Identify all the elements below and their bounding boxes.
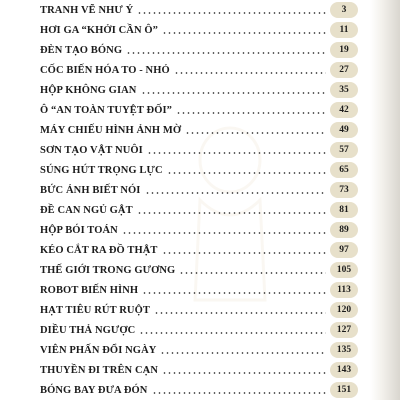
toc-entry-title: SÚNG HÚT TRỌNG LỰC [40, 164, 163, 176]
page-number-badge: 97 [330, 242, 358, 258]
toc-entry-title: CỐC BIẾN HÓA TO - NHỎ [40, 64, 170, 76]
toc-entry[interactable] [40, 142, 358, 158]
toc-entry[interactable] [40, 242, 358, 258]
page-spine-shadow [370, 0, 400, 400]
toc-entry[interactable] [40, 342, 358, 358]
toc-entry[interactable] [40, 262, 358, 278]
toc-entry[interactable] [40, 182, 358, 198]
page-number-badge: 135 [330, 342, 358, 358]
toc-entry-title: HẠT TIÊU RÚT RUỘT [40, 304, 150, 316]
toc-entry[interactable] [40, 122, 358, 138]
dot-leader [142, 292, 326, 294]
toc-entry-title: HỘP BÓI TOÁN [40, 224, 118, 236]
page-number-badge: 57 [330, 142, 358, 158]
toc-entry-title: ĐÈN TẠO BÓNG [40, 44, 123, 56]
toc-entry-title: DIỀU THẢ NGƯỢC [40, 324, 136, 336]
dot-leader [162, 252, 326, 254]
toc-entry[interactable] [40, 302, 358, 318]
page-number-badge: 35 [330, 82, 358, 98]
page-number-badge: 3 [330, 2, 358, 18]
dot-leader [154, 312, 326, 314]
dot-leader [174, 72, 326, 74]
dot-leader [162, 32, 326, 34]
page-number-badge: 89 [330, 222, 358, 238]
dot-leader [137, 212, 326, 214]
page-number-badge: 105 [330, 262, 358, 278]
toc-entry-title: BÓNG BAY ĐƯA ĐÓN [40, 384, 148, 396]
page-number-badge: 19 [330, 42, 358, 58]
page-number-badge: 151 [330, 382, 358, 398]
dot-leader [185, 132, 326, 134]
table-of-contents [40, 0, 358, 400]
dot-leader [167, 172, 326, 174]
toc-entry-title: KÉO CẮT RA ĐỒ THẬT [40, 244, 158, 256]
dot-leader [122, 232, 326, 234]
dot-leader [152, 392, 327, 394]
page-number-badge: 143 [330, 362, 358, 378]
toc-entry[interactable] [40, 222, 358, 238]
toc-entry[interactable] [40, 62, 358, 78]
dot-leader [162, 372, 326, 374]
toc-entry[interactable] [40, 382, 358, 398]
toc-entry-title: Ô “AN TOÀN TUYỆT ĐỐI” [40, 104, 173, 116]
toc-entry-title: THUYỀN ĐI TRÊN CẠN [40, 364, 158, 376]
toc-entry-title: ROBOT BIẾN HÌNH [40, 284, 139, 296]
page-number-badge: 42 [330, 102, 358, 118]
dot-leader [145, 192, 327, 194]
toc-entry-title: SƠN TẠO VẬT NUÔI [40, 144, 143, 156]
toc-entry[interactable] [40, 282, 358, 298]
toc-entry[interactable] [40, 162, 358, 178]
page-number-badge: 49 [330, 122, 358, 138]
dot-leader [179, 272, 326, 274]
page-number-badge: 65 [330, 162, 358, 178]
toc-entry[interactable] [40, 362, 358, 378]
toc-entry[interactable] [40, 322, 358, 338]
toc-entry-title: TRANH VẼ NHƯ Ý [40, 4, 134, 16]
dot-leader [137, 12, 326, 14]
toc-entry[interactable] [40, 22, 358, 38]
toc-entry-title: THẾ GIỚI TRONG GƯƠNG [40, 264, 176, 276]
toc-entry-title: HỘP KHÔNG GIAN [40, 84, 137, 96]
toc-entry-title: VIÊN PHẤN ĐỔI NGÀY [40, 344, 157, 356]
toc-entry-title: ĐỀ CAN NGỦ GẬT [40, 204, 133, 216]
dot-leader [139, 332, 326, 334]
page-number-badge: 27 [330, 62, 358, 78]
toc-entry[interactable] [40, 42, 358, 58]
dot-leader [141, 92, 327, 94]
dot-leader [176, 112, 326, 114]
toc-entry-title: BỨC ẢNH BIẾT NÓI [40, 184, 141, 196]
dot-leader [147, 152, 326, 154]
toc-entry[interactable] [40, 82, 358, 98]
toc-entry[interactable] [40, 102, 358, 118]
toc-entry[interactable] [40, 202, 358, 218]
page-number-badge: 120 [330, 302, 358, 318]
page-number-badge: 11 [330, 22, 358, 38]
dot-leader [126, 52, 326, 54]
toc-entry[interactable] [40, 2, 358, 18]
page-number-badge: 73 [330, 182, 358, 198]
page-number-badge: 113 [330, 282, 358, 298]
toc-entry-title: MÁY CHIẾU HÌNH ẢNH MỜ [40, 124, 182, 136]
dot-leader [160, 352, 326, 354]
page-number-badge: 81 [330, 202, 358, 218]
toc-entry-title: HƠI GA “KHỞI CẦN Ô” [40, 24, 158, 36]
page-number-badge: 127 [330, 322, 358, 338]
